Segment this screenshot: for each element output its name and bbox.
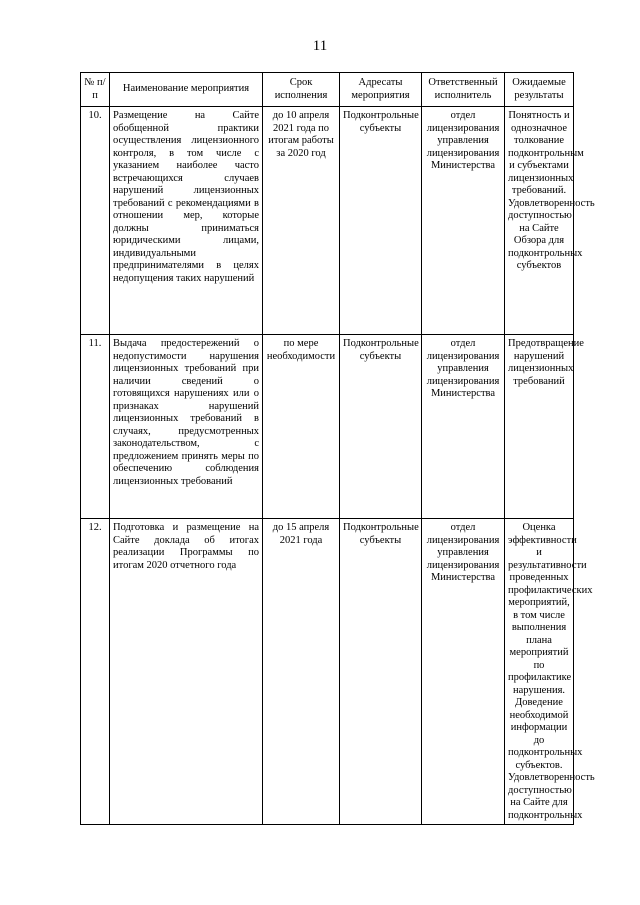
table-row <box>81 519 574 825</box>
header-name: Наименование мероприятия <box>110 73 263 107</box>
row-num: 12. <box>81 519 110 825</box>
row-responsible: отдел лицензирования управления лицензирования Министерства <box>422 335 505 519</box>
header-results: Ожидаемые результаты <box>505 73 574 107</box>
header-responsible: Ответственный исполнитель <box>422 73 505 107</box>
table-row <box>81 107 574 335</box>
row-addressees: Подконтрольные субъекты <box>340 335 422 519</box>
row-addressees: Подконтрольные субъекты <box>340 107 422 335</box>
row-responsible: отдел лицензирования управления лицензирования Министерства <box>422 519 505 825</box>
row-responsible: отдел лицензирования управления лицензирования Министерства <box>422 107 505 335</box>
row-results: Оценка эффективности и результативности проведенных профилактических мероприятий, в том числе выполнения плана мероприятий по профилактике нарушения. Доведение необходимой информации до подконтрольных субъектов. Удовлетворенность доступностью на Сайте для подконтрольных <box>505 519 574 825</box>
row-activity-name: Подготовка и размещение на Сайте доклада об итогах реализации Программы по итогам 2020 отчетного года <box>110 519 263 825</box>
header-deadline: Срок исполнения <box>263 73 340 107</box>
page-number: 11 <box>312 38 328 54</box>
header-addressees: Адресаты мероприятия <box>340 73 422 107</box>
row-addressees: Подконтрольные субъекты <box>340 519 422 825</box>
table-header-row <box>81 73 574 107</box>
row-num: 10. <box>81 107 110 335</box>
row-deadline: по мере необходимости <box>263 335 340 519</box>
row-num: 11. <box>81 335 110 519</box>
row-deadline: до 10 апреля 2021 года по итогам работы за 2020 год <box>263 107 340 335</box>
activities-table <box>80 72 595 825</box>
row-deadline: до 15 апреля 2021 года <box>263 519 340 825</box>
header-num: № п/п <box>81 73 110 107</box>
row-results: Предотвращение нарушений лицензионных требований <box>505 335 574 519</box>
row-activity-name: Размещение на Сайте обобщенной практики осуществления лицензионного контроля, в том числе с указанием наиболее часто встречающихся случаев нарушений лицензионных требований с рекомендациями в отношении мер, которые должны приниматься юридическими лицами, индивидуальными предпринимателями в целях недопущения таких нарушений <box>110 107 263 335</box>
row-activity-name: Выдача предостережений о недопустимости нарушения лицензионных требований при наличии сведений о готовящихся нарушениях или о признаках нарушений лицензионных требований в случаях, предусмотренных законодательством, с предложением принять меры по обеспечению соблюдения лицензионных требований <box>110 335 263 519</box>
table-row <box>81 335 574 519</box>
row-results: Понятность и однозначное толкование подконтрольным и субъектами лицензионных требований. Удовлетворенность доступностью на Сайте Обзора для подконтрольных субъектов <box>505 107 574 335</box>
